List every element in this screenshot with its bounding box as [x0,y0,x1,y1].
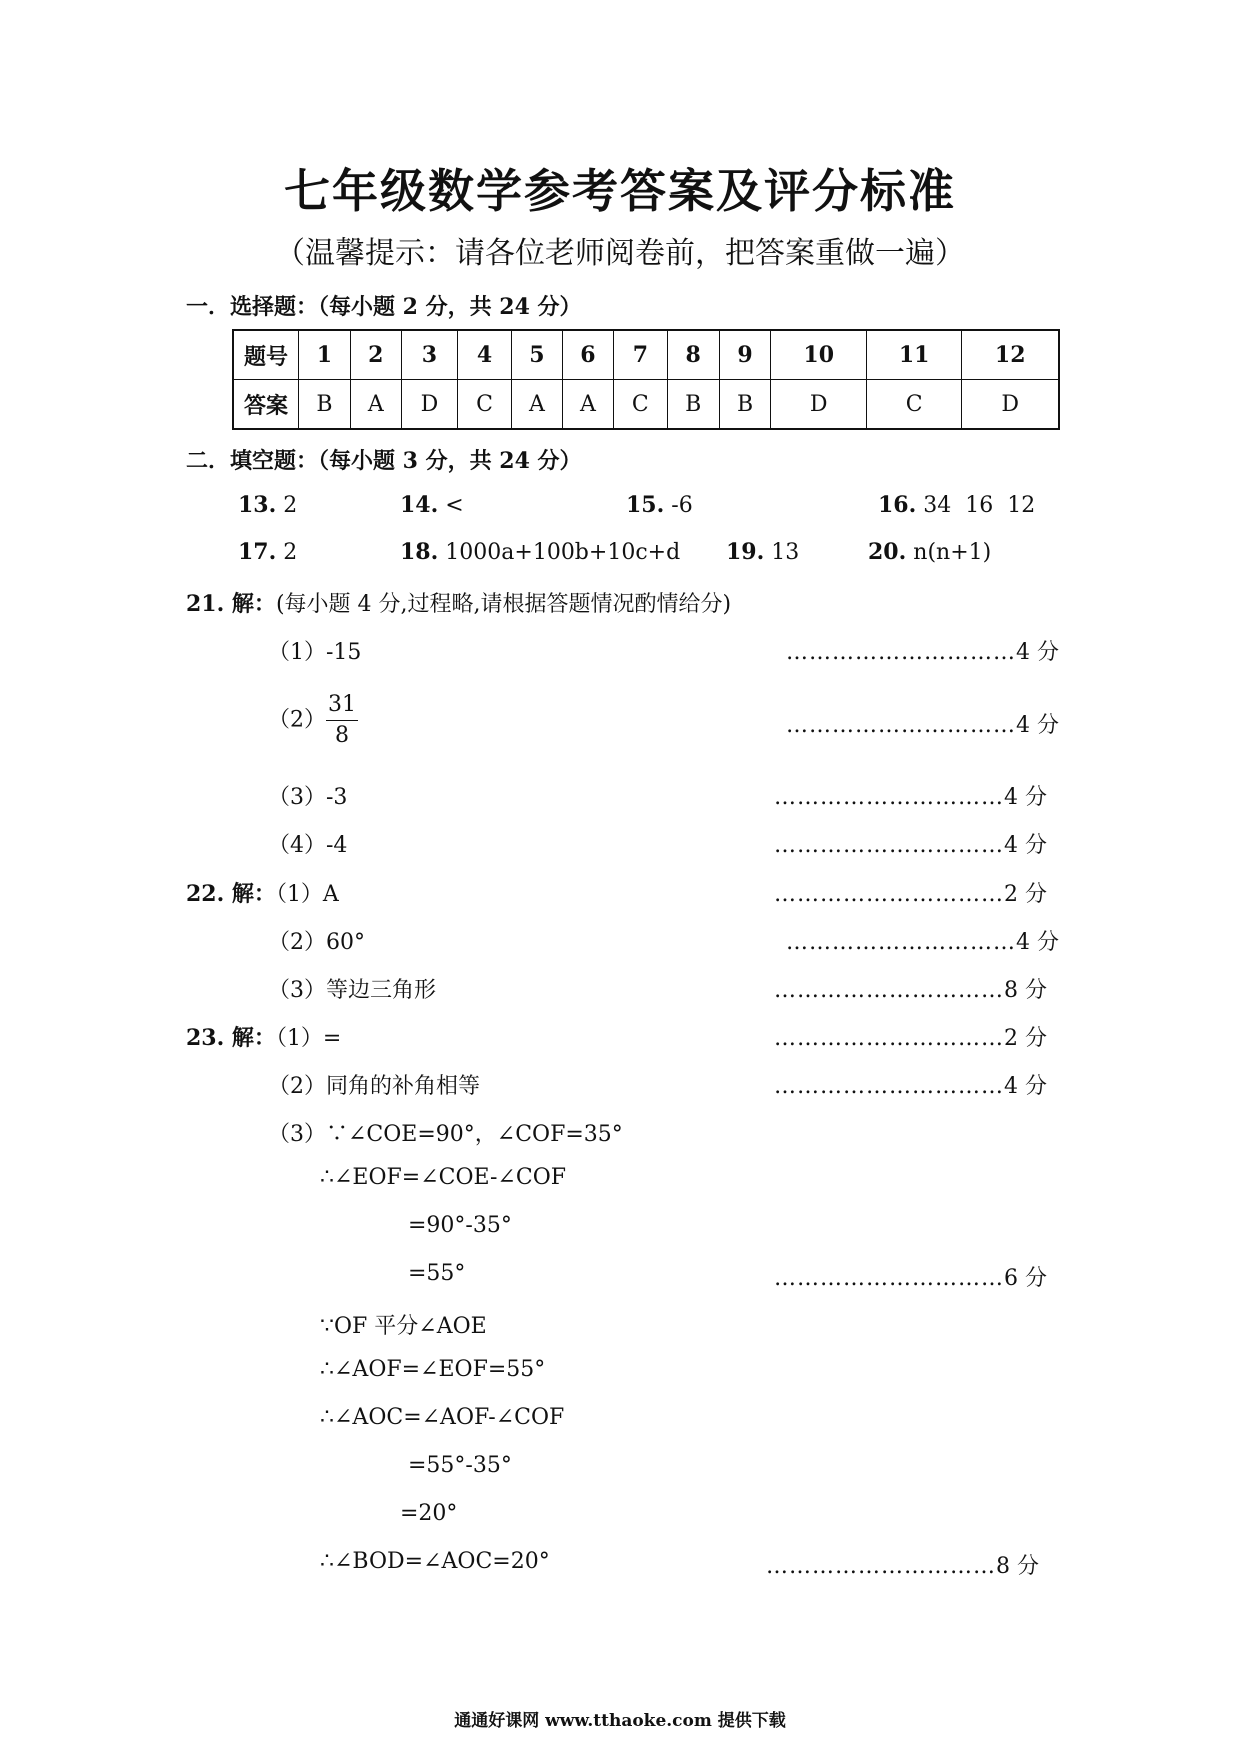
item-number: 14. [400,492,439,518]
proof-step: ∴∠AOC=∠AOF-∠COF [320,1405,565,1430]
proof-step: =55° [408,1261,466,1286]
q21-part-2 [268,690,358,751]
item-number: 17. [238,539,277,565]
answer-cell: C [458,380,512,430]
item-answer: 1000a+100b+10c+d [445,540,681,565]
proof-step: ∵OF 平分∠AOE [320,1314,487,1339]
fill-item [626,492,693,518]
score-line [766,1549,1039,1580]
score: 2 分 [1004,882,1047,907]
score: 4 分 [1004,785,1047,810]
score-line [774,1069,1047,1100]
answer-cell: B [299,380,351,430]
q21-note: (每小题 4 分,过程略,请根据答题情况酌情给分) [275,592,732,617]
score-line [774,877,1047,908]
q22-part-3: （3）等边三角形 [268,978,436,1003]
answer-cell: B [667,380,719,430]
proof-step: ∴∠AOF=∠EOF=55° [320,1357,546,1382]
q21-header [186,587,731,618]
answer-cell: D [401,380,457,430]
item-number: 20. [868,539,907,565]
q21-part-3: （3）-3 [268,785,348,810]
answer-table [232,329,1060,430]
question-number: 9 [719,330,771,380]
item-answer: < [445,493,464,518]
question-number: 6 [562,330,613,380]
part-label: （1）A [275,882,339,907]
proof-step: （3）∵∠COE=90°，∠COF=35° [268,1122,623,1147]
answer-cell: A [511,380,562,430]
score: 4 分 [1016,930,1059,955]
q23-part-2: （2）同角的补角相等 [268,1074,480,1099]
q21-part-1: （1）-15 [268,640,362,665]
answer-cell: A [350,380,401,430]
score-line [774,780,1047,811]
score-line [774,1021,1047,1052]
leader-dots: ………………………… [786,640,1016,665]
answer-cell: A [562,380,613,430]
question-number: 12 [962,330,1059,380]
row-label: 答案 [233,380,299,430]
proof-step: ∴∠EOF=∠COE-∠COF [320,1165,566,1190]
fill-item [400,492,464,518]
section1-heading: 一．选择题：（每小题 2 分，共 24 分） [186,294,582,320]
leader-dots: ………………………… [774,978,1004,1003]
item-answer: -6 [671,493,693,518]
score-line [774,828,1047,859]
fill-item [878,492,1035,518]
leader-dots: ………………………… [774,785,1004,810]
leader-dots: ………………………… [774,1074,1004,1099]
page-subtitle: （温馨提示：请各位老师阅卷前，把答案重做一遍） [275,236,965,271]
fill-item [238,492,297,518]
q22-part-1 [186,877,339,908]
item-number: 13. [238,492,277,518]
leader-dots: ………………………… [786,713,1016,738]
answer-cell: C [613,380,667,430]
page-title: 七年级数学参考答案及评分标准 [284,164,956,218]
section2-heading: 二．填空题：（每小题 3 分，共 24 分） [186,448,582,474]
fill-item [238,539,297,565]
item-answer: 34 16 12 [923,493,1036,518]
fill-item [868,539,991,565]
q22-label: 22. 解： [186,881,276,907]
fraction [326,690,358,751]
score: 4 分 [1004,1074,1047,1099]
item-number: 15. [626,492,665,518]
leader-dots: ………………………… [774,1266,1004,1291]
fill-item [726,539,799,565]
score-line [786,708,1059,739]
row-label: 题号 [233,330,299,380]
leader-dots: ………………………… [774,1026,1004,1051]
item-number: 16. [878,492,917,518]
q21-label: 21. 解： [186,591,276,617]
table-row [233,380,1059,430]
score: 4 分 [1004,833,1047,858]
part-label: （2） [268,707,326,733]
question-number: 5 [511,330,562,380]
question-number: 3 [401,330,457,380]
question-number: 7 [613,330,667,380]
item-answer: 2 [283,540,298,565]
answer-cell: C [866,380,961,430]
q22-part-2: （2）60° [268,930,365,955]
score-line [786,925,1059,956]
score-line [774,973,1047,1004]
answer-cell: B [719,380,771,430]
question-number: 2 [350,330,401,380]
answer-cell: D [962,380,1059,430]
fraction-numerator: 31 [326,690,358,721]
score: 4 分 [1016,713,1059,738]
proof-step: =90°-35° [408,1213,512,1238]
score: 4 分 [1016,640,1059,665]
item-number: 19. [726,539,765,565]
score: 6 分 [1004,1266,1047,1291]
leader-dots: ………………………… [774,882,1004,907]
item-answer: 2 [283,493,298,518]
question-number: 1 [299,330,351,380]
leader-dots: ………………………… [766,1554,996,1579]
q21-part-4: （4）-4 [268,833,348,858]
leader-dots: ………………………… [786,930,1016,955]
score-line [774,1261,1047,1292]
q23-part-1 [186,1021,341,1052]
question-number: 10 [771,330,866,380]
item-answer: 13 [771,540,800,565]
leader-dots: ………………………… [774,833,1004,858]
q23-label: 23. 解： [186,1025,276,1051]
fill-item [400,539,680,565]
question-number: 11 [866,330,961,380]
fraction-denominator: 8 [335,723,349,748]
score-line [786,635,1059,666]
score: 8 分 [1004,978,1047,1003]
proof-step: =55°-35° [408,1453,512,1478]
proof-step: =20° [400,1501,458,1526]
table-row [233,330,1059,380]
proof-step: ∴∠BOD=∠AOC=20° [320,1549,550,1574]
score: 2 分 [1004,1026,1047,1051]
part-label: （1）= [275,1026,342,1051]
footer-source: 通通好课网 www.tthaoke.com 提供下载 [454,1711,786,1731]
item-number: 18. [400,539,439,565]
question-number: 8 [667,330,719,380]
score: 8 分 [996,1554,1039,1579]
answer-cell: D [771,380,866,430]
question-number: 4 [458,330,512,380]
item-answer: n(n+1) [913,540,992,565]
